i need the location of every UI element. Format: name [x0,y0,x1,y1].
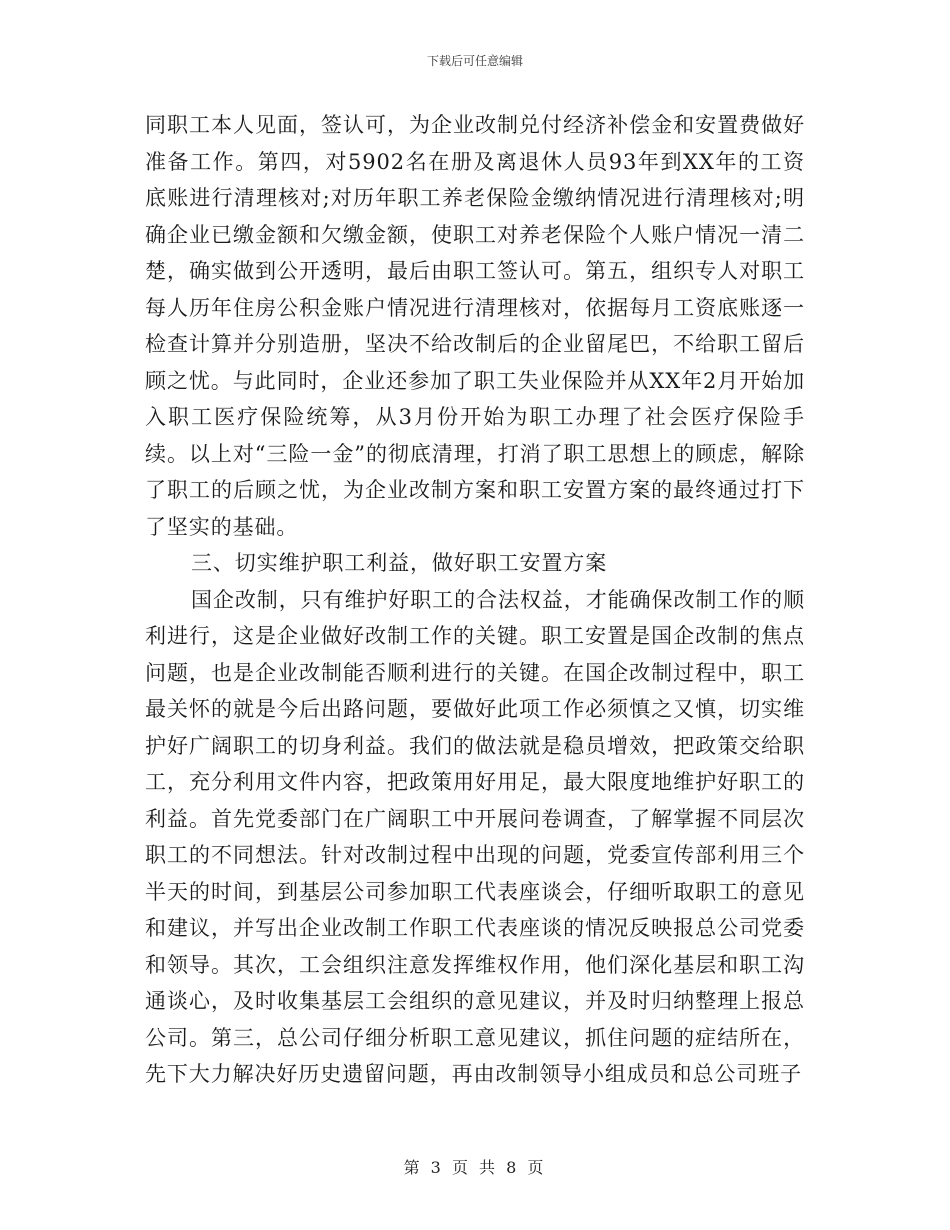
paragraph-continuation: 同职工本人见面，签认可，为企业改制兑付经济补偿金和安置费做好准备工作。第四，对5902名在册及离退休人员93年到XX年的工资底账进行清理核对;对历年职工养老保险金缴纳情况进行清理核对;明确企业已缴金额和欠缴金额，使职工对养老保险个人账户情况一清二楚，确实做到公开透明，最后由职工签认可。第五，组织专人对职工每人历年住房公积金账户情况进行清理核对，依据每月工资底账逐一检查计算并分别造册，坚决不给改制后的企业留尾巴，不给职工留后顾之忧。与此同时，企业还参加了职工失业保险并从XX年2月开始加入职工医疗保险统筹，从3月份开始为职工办理了社会医疗保险手续。以上对“三险一金”的彻底清理，打消了职工思想上的顾虑，解除了职工的后顾之忧，为企业改制方案和职工安置方案的最终通过打下了坚实的基础。 [145,113,805,539]
page-header: 下载后可任意编辑 [426,54,523,68]
page-footer: 第 3 页 共 8 页 [403,1158,547,1177]
paragraph-body: 国企改制，只有维护好职工的合法权益，才能确保改制工作的顺利进行，这是企业做好改制工作的关键。职工安置是国企改制的焦点问题，也是企业改制能否顺利进行的关键。在国企改制过程中，职工最关怀的就是今后出路问题，要做好此项工作必须慎之又慎，切实维护好广阔职工的切身利益。我们的做法就是稳员增效，把政策交给职工，充分利用文件内容，把政策用好用足，最大限度地维护好职工的利益。首先党委部门在广阔职工中开展问卷调查，了解掌握不同层次职工的不同想法。针对改制过程中出现的问题，党委宣传部利用三个半天的时间，到基层公司参加职工代表座谈会，仔细听取职工的意见和建议，并写出企业改制工作职工代表座谈的情况反映报总公司党委和领导。其次，工会组织注意发挥维权作用，他们深化基层和职工沟通谈心，及时收集基层工会组织的意见建议，并及时归纳整理上报总公司。第三，总公司仔细分析职工意见建议，抓住问题的症结所在，先下大力解决好历史遗留问题，再由改制领导小组成员和总公司班子 [145,587,805,1086]
section-heading: 三、切实维护职工利益，做好职工安置方案 [191,551,608,575]
document-body [145,107,805,1093]
